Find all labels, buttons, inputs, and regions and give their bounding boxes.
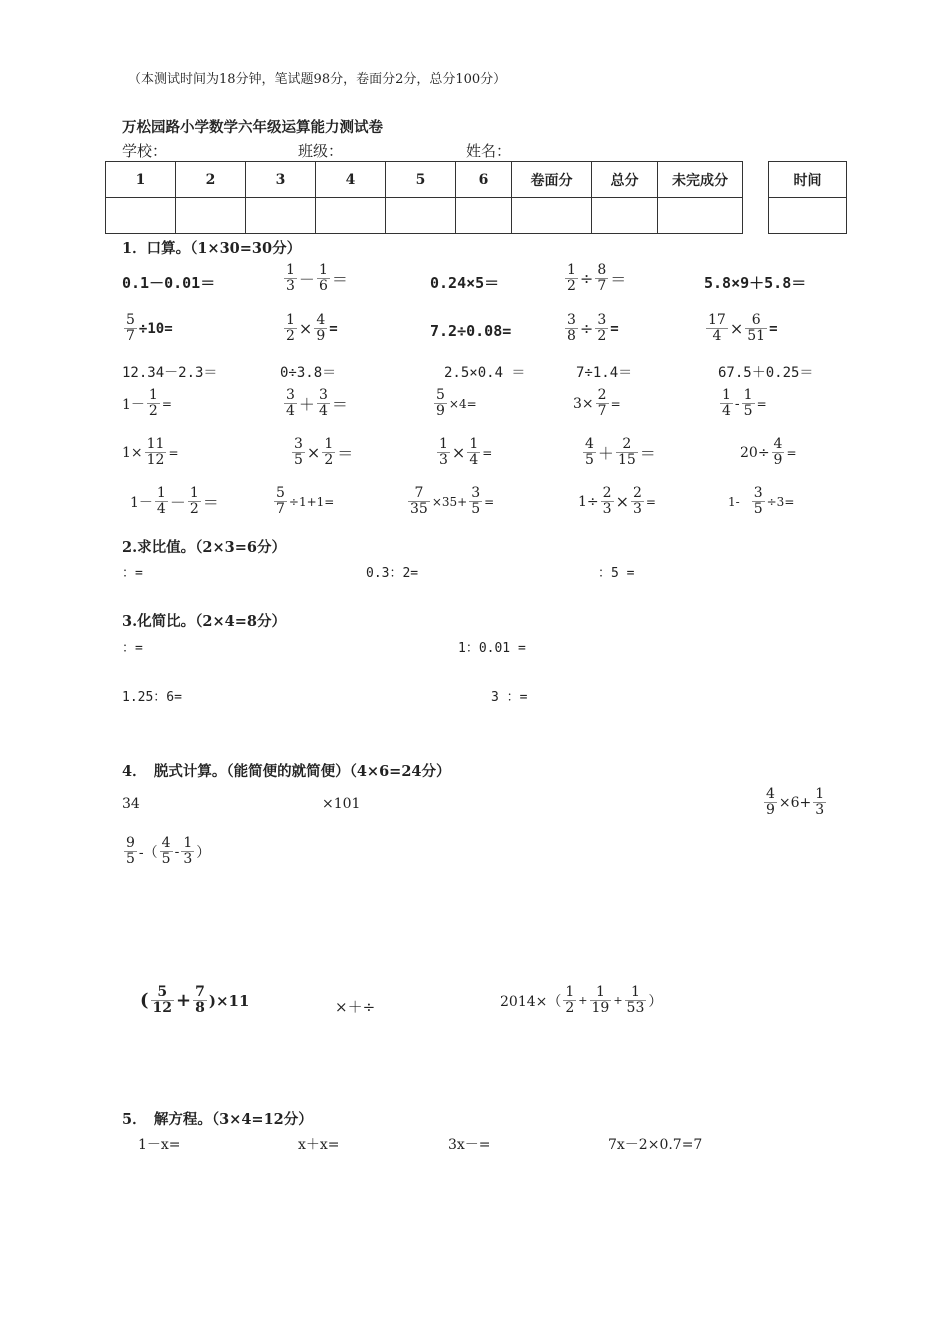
score-cell	[512, 198, 592, 234]
problem: 67.5＋0.25＝	[718, 365, 814, 381]
problem: $\frac{5}{9}$ ×4=	[436, 387, 477, 420]
problem: ( $\frac{5}{12}$ + $\frac{7}{8}$ )×11	[140, 984, 250, 1017]
problem: 0.1－0.01＝	[122, 274, 216, 292]
problem: $\frac{1}{2}$ × $\frac{4}{9}$ =	[286, 312, 338, 345]
page-title: 万松园路小学数学六年级运算能力测试卷	[122, 119, 383, 136]
problem: 1× $\frac{11}{12}$ =	[122, 436, 179, 469]
score-header: 卷面分	[512, 162, 592, 198]
problem: $\frac{5}{7}$ ÷10=	[126, 312, 173, 345]
score-cell	[106, 198, 176, 234]
section-2-heading: 2.求比值。（2×3=6分）	[122, 539, 286, 556]
problem: $\frac{4}{9}$ ×6+ $\frac{1}{3}$	[766, 786, 825, 819]
score-cell	[592, 198, 658, 234]
problem: ：=	[122, 641, 143, 656]
problem: x＋x=	[298, 1137, 340, 1153]
score-table	[105, 161, 743, 234]
score-cell	[246, 198, 316, 234]
problem: 0.24×5＝	[430, 274, 500, 292]
problem: $\frac{3}{5}$ × $\frac{1}{2}$ ＝	[294, 436, 354, 469]
problem: ：5 =	[598, 566, 635, 581]
problem: 1－ $\frac{1}{4}$ － $\frac{1}{2}$ ＝	[130, 485, 219, 518]
score-cell	[176, 198, 246, 234]
problem: 7x－2×0.7=7	[608, 1137, 703, 1153]
problem: $\frac{1}{3}$ × $\frac{1}{4}$ =	[439, 436, 493, 469]
score-header: 总分	[592, 162, 658, 198]
problem: $\frac{3}{8}$ ÷ $\frac{3}{2}$ =	[567, 312, 619, 345]
problem: 12.34－2.3＝	[122, 365, 218, 381]
problem: $\frac{17}{4}$ × $\frac{6}{51}$ =	[708, 312, 778, 345]
problem: 3 ：=	[491, 690, 528, 705]
problem: $\frac{1}{4}$ - $\frac{1}{5}$ =	[722, 387, 767, 420]
score-header: 4	[316, 162, 386, 198]
problem: 1：0.01 =	[458, 641, 526, 656]
problem: 1÷ $\frac{2}{3}$ × $\frac{2}{3}$ =	[578, 485, 656, 518]
problem: $\frac{5}{7}$ ÷1+1=	[276, 485, 335, 518]
score-cell	[456, 198, 512, 234]
problem: $\frac{3}{4}$ ＋ $\frac{3}{4}$ ＝	[286, 387, 348, 420]
school-label: 学校：	[122, 142, 168, 160]
problem: 7÷1.4＝	[576, 365, 633, 381]
test-note: （本测试时间为18分钟，笔试题98分，卷面分2分，总分100分）	[128, 72, 507, 87]
problem: 20÷ $\frac{4}{9}$ =	[740, 436, 797, 469]
problem: 3x－=	[448, 1137, 491, 1153]
problem: 5.8×9＋5.8＝	[704, 274, 807, 292]
time-header: 时间	[769, 162, 847, 198]
score-cell	[316, 198, 386, 234]
problem: $\frac{4}{5}$ ＋ $\frac{2}{15}$ ＝	[585, 436, 656, 469]
section-5-heading: 5． 解方程。（3×4=12分）	[122, 1111, 313, 1128]
time-cell	[769, 198, 847, 234]
score-header: 2	[176, 162, 246, 198]
name-label: 姓名：	[466, 142, 512, 160]
problem: 0.3：2=	[366, 566, 419, 581]
problem: $\frac{7}{35}$ ×35+ $\frac{3}{5}$ =	[410, 485, 495, 518]
problem: 7.2÷0.08=	[430, 322, 512, 340]
problem: 0÷3.8＝	[280, 365, 337, 381]
problem: ×＋÷	[335, 998, 376, 1016]
problem: $\frac{1}{2}$ ÷ $\frac{8}{7}$ ＝	[567, 262, 627, 295]
problem: 3× $\frac{2}{7}$ =	[573, 387, 621, 420]
problem: 1- $\frac{3}{5}$ ÷3=	[728, 485, 795, 518]
problem: 1－x=	[138, 1137, 181, 1153]
score-header: 6	[456, 162, 512, 198]
time-table	[768, 161, 847, 234]
problem: 1－ $\frac{1}{2}$ =	[122, 387, 172, 420]
problem: 2.5×0.4 ＝	[444, 365, 526, 381]
problem: 34	[122, 796, 140, 812]
score-header: 未完成分	[658, 162, 743, 198]
class-label: 班级：	[298, 142, 344, 160]
section-1-heading: 1．口算。（1×30=30分）	[122, 240, 302, 257]
problem: 2014×（ $\frac{1}{2}$ + $\frac{1}{19}$ + $\frac{1}{53}$ ）	[500, 984, 663, 1017]
problem: ×101	[322, 796, 361, 812]
score-header: 3	[246, 162, 316, 198]
score-cell	[658, 198, 743, 234]
section-3-heading: 3.化简比。（2×4=8分）	[122, 613, 286, 630]
problem: $\frac{9}{5}$ -（ $\frac{4}{5}$ - $\frac{1}{3}$ ）	[126, 835, 211, 868]
section-4-heading: 4． 脱式计算。（能简便的就简便）（4×6=24分）	[122, 763, 451, 780]
score-header: 1	[106, 162, 176, 198]
problem: 1.25：6=	[122, 690, 182, 705]
score-cell	[386, 198, 456, 234]
problem: $\frac{1}{3}$ － $\frac{1}{6}$ ＝	[286, 262, 348, 295]
problem: ：=	[122, 566, 143, 581]
score-header: 5	[386, 162, 456, 198]
